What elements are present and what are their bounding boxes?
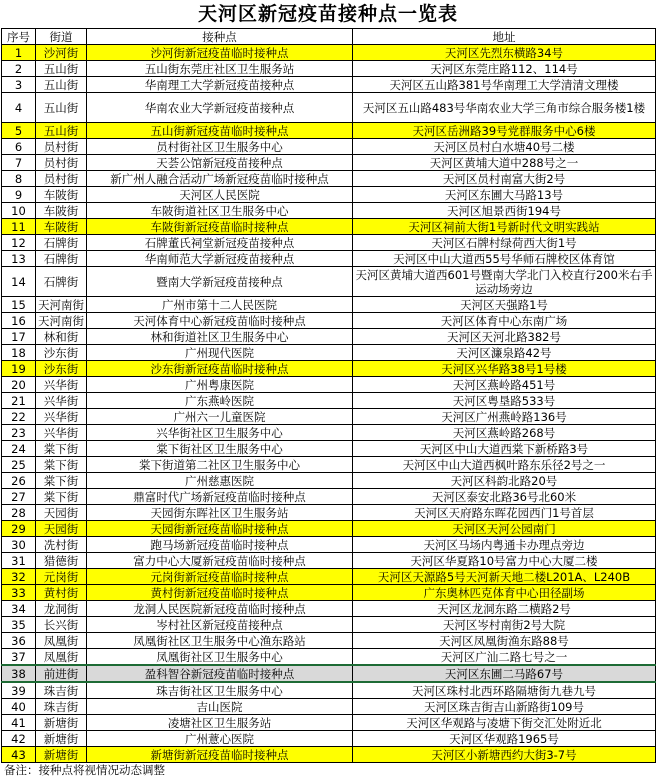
- cell-no[interactable]: 38: [2, 665, 36, 682]
- cell-site[interactable]: 龙洞人民医院新冠疫苗临时接种点: [87, 601, 353, 617]
- cell-street[interactable]: 天园街: [36, 505, 87, 521]
- cell-address[interactable]: 天河区珠吉街吉山新路街109号: [353, 699, 656, 715]
- cell-site[interactable]: 岑村社区新冠疫苗接种点: [87, 617, 353, 633]
- cell-no[interactable]: 42: [2, 731, 36, 747]
- cell-address[interactable]: 广东奥林匹克体育中心田径副场: [353, 585, 656, 601]
- cell-street[interactable]: 沙河街: [36, 45, 87, 61]
- cell-address[interactable]: 天河区燕岭路268号: [353, 425, 656, 441]
- cell-site[interactable]: 兴华街社区卫生服务中心: [87, 425, 353, 441]
- cell-address[interactable]: 天河区兴华路38号1号楼: [353, 361, 656, 377]
- table-row: [2, 235, 656, 251]
- cell-no[interactable]: 6: [2, 139, 36, 155]
- cell-no[interactable]: 20: [2, 377, 36, 393]
- cell-street[interactable]: 天园街: [36, 521, 87, 537]
- cell-street[interactable]: 天河南街: [36, 297, 87, 313]
- cell-street[interactable]: 龙洞街: [36, 601, 87, 617]
- table-row: [2, 715, 656, 731]
- cell-site[interactable]: 凤凰街社区卫生服务中心: [87, 649, 353, 666]
- cell-no[interactable]: 39: [2, 682, 36, 699]
- cell-street[interactable]: 棠下街: [36, 457, 87, 473]
- cell-no[interactable]: 22: [2, 409, 36, 425]
- cell-street[interactable]: 冼村街: [36, 537, 87, 553]
- cell-no[interactable]: 35: [2, 617, 36, 633]
- cell-no[interactable]: 9: [2, 187, 36, 203]
- table-row: [2, 425, 656, 441]
- cell-street[interactable]: 车陂街: [36, 203, 87, 219]
- cell-site[interactable]: 凤凰街社区卫生服务中心渔东路站: [87, 633, 353, 649]
- cell-site[interactable]: 车陂街新冠疫苗临时接种点: [87, 219, 353, 235]
- header-address[interactable]: 地址: [353, 29, 656, 45]
- cell-site[interactable]: 天荟公馆新冠疫苗接种点: [87, 155, 353, 171]
- table-row: [2, 377, 656, 393]
- cell-address[interactable]: 天河区黄埔大道西601号暨南大学北门入校直行200米右手运动场旁边: [353, 267, 656, 297]
- cell-street[interactable]: 员村街: [36, 171, 87, 187]
- cell-site[interactable]: 盈科智谷新冠疫苗临时接种点: [87, 665, 353, 682]
- table-row: [2, 77, 656, 93]
- table-row: [2, 457, 656, 473]
- cell-street[interactable]: 长兴街: [36, 617, 87, 633]
- cell-no[interactable]: 26: [2, 473, 36, 489]
- cell-address[interactable]: 天河区岳洲路39号党群服务中心6楼: [353, 123, 656, 139]
- cell-site[interactable]: 广州粤康医院: [87, 377, 353, 393]
- cell-no[interactable]: 16: [2, 313, 36, 329]
- cell-street[interactable]: 五山街: [36, 93, 87, 123]
- cell-site[interactable]: 天河区人民医院: [87, 187, 353, 203]
- cell-site[interactable]: 华南师范大学新冠疫苗接种点: [87, 251, 353, 267]
- cell-no[interactable]: 2: [2, 61, 36, 77]
- cell-no[interactable]: 14: [2, 267, 36, 297]
- cell-address[interactable]: 天河区岑村南街2号大院: [353, 617, 656, 633]
- table-row: [2, 633, 656, 649]
- table-row: [2, 345, 656, 361]
- cell-no[interactable]: 21: [2, 393, 36, 409]
- table-row: [2, 171, 656, 187]
- cell-site[interactable]: 天园街新冠疫苗临时接种点: [87, 521, 353, 537]
- cell-site[interactable]: 跑马场新冠疫苗临时接种点: [87, 537, 353, 553]
- cell-street[interactable]: 黄村街: [36, 585, 87, 601]
- cell-site[interactable]: 沙河街新冠疫苗临时接种点: [87, 45, 353, 61]
- cell-address[interactable]: 天河区粤垦路533号: [353, 393, 656, 409]
- cell-street[interactable]: 凤凰街: [36, 633, 87, 649]
- cell-site[interactable]: 棠下街道第二社区卫生服务中心: [87, 457, 353, 473]
- table-row: [2, 699, 656, 715]
- cell-street[interactable]: 石牌街: [36, 251, 87, 267]
- cell-street[interactable]: 前进街: [36, 665, 87, 682]
- cell-street[interactable]: 珠吉街: [36, 682, 87, 699]
- cell-street[interactable]: 兴华街: [36, 425, 87, 441]
- cell-address[interactable]: 天河区天源路5号天河新天地二楼L201A、L240B: [353, 569, 656, 585]
- cell-site[interactable]: 华南理工大学新冠疫苗接种点: [87, 77, 353, 93]
- header-no[interactable]: 序号: [2, 29, 36, 45]
- cell-site[interactable]: 富力中心大厦新冠疫苗临时接种点: [87, 553, 353, 569]
- table-row: [2, 361, 656, 377]
- cell-no[interactable]: 32: [2, 569, 36, 585]
- cell-address[interactable]: 天河区华观路1965号: [353, 731, 656, 747]
- cell-no[interactable]: 41: [2, 715, 36, 731]
- cell-site[interactable]: 广州慈惠医院: [87, 473, 353, 489]
- cell-site[interactable]: 元岗街新冠疫苗临时接种点: [87, 569, 353, 585]
- cell-no[interactable]: 28: [2, 505, 36, 521]
- cell-street[interactable]: 棠下街: [36, 489, 87, 505]
- cell-address[interactable]: 天河区五山路381号华南理工大学清清文理楼: [353, 77, 656, 93]
- table-body: [2, 45, 656, 763]
- cell-street[interactable]: 五山街: [36, 123, 87, 139]
- cell-street[interactable]: 棠下街: [36, 473, 87, 489]
- table-row: [2, 553, 656, 569]
- cell-street[interactable]: 石牌街: [36, 267, 87, 297]
- cell-street[interactable]: 车陂街: [36, 187, 87, 203]
- table-row: [2, 329, 656, 345]
- cell-address[interactable]: 天河区马场内粤通卡办理点旁边: [353, 537, 656, 553]
- table-row: [2, 473, 656, 489]
- cell-street[interactable]: 珠吉街: [36, 699, 87, 715]
- cell-site[interactable]: 华南农业大学新冠疫苗接种点: [87, 93, 353, 123]
- cell-address[interactable]: 天河区广汕二路七号之一: [353, 649, 656, 666]
- cell-site[interactable]: 鼎富时代广场新冠疫苗临时接种点: [87, 489, 353, 505]
- table-row: [2, 569, 656, 585]
- cell-street[interactable]: 车陂街: [36, 219, 87, 235]
- table-row: [2, 505, 656, 521]
- cell-address[interactable]: 天河区华夏路10号富力中心大厦二楼: [353, 553, 656, 569]
- cell-address[interactable]: 天河区珠村北西环路隔塘街九巷九号: [353, 682, 656, 699]
- cell-address[interactable]: 天河区天府路东晖花园西门1号首层: [353, 505, 656, 521]
- table-row: [2, 187, 656, 203]
- cell-address[interactable]: 天河区石牌村绿荷西大街1号: [353, 235, 656, 251]
- cell-site[interactable]: 广州六一儿童医院: [87, 409, 353, 425]
- cell-street[interactable]: 石牌街: [36, 235, 87, 251]
- cell-no[interactable]: 3: [2, 77, 36, 93]
- cell-address[interactable]: 天河区天河公园南门: [353, 521, 656, 537]
- cell-site[interactable]: 林和街道社区卫生服务中心: [87, 329, 353, 345]
- cell-no[interactable]: 11: [2, 219, 36, 235]
- table-row: [2, 297, 656, 313]
- cell-address[interactable]: 天河区旭景西街194号: [353, 203, 656, 219]
- cell-address[interactable]: 天河区燕岭路451号: [353, 377, 656, 393]
- cell-site[interactable]: 吉山医院: [87, 699, 353, 715]
- cell-street[interactable]: 兴华街: [36, 377, 87, 393]
- table-row: [2, 489, 656, 505]
- cell-street[interactable]: 棠下街: [36, 441, 87, 457]
- table-row: [2, 203, 656, 219]
- cell-address[interactable]: 天河区东圃二马路67号: [353, 665, 656, 682]
- cell-no[interactable]: 5: [2, 123, 36, 139]
- table-row: [2, 139, 656, 155]
- table-row: [2, 601, 656, 617]
- table-row: [2, 409, 656, 425]
- cell-site[interactable]: 天园街东晖社区卫生服务站: [87, 505, 353, 521]
- cell-street[interactable]: 沙东街: [36, 361, 87, 377]
- cell-no[interactable]: 36: [2, 633, 36, 649]
- cell-no[interactable]: 7: [2, 155, 36, 171]
- cell-address[interactable]: 天河区中山大道西棠下新桥路3号: [353, 441, 656, 457]
- cell-site[interactable]: 五山街东莞庄社区卫生服务站: [87, 61, 353, 77]
- table-row: [2, 267, 656, 297]
- cell-no[interactable]: 18: [2, 345, 36, 361]
- cell-street[interactable]: 五山街: [36, 77, 87, 93]
- table-row: [2, 585, 656, 601]
- cell-address[interactable]: 天河区先烈东横路34号: [353, 45, 656, 61]
- cell-street[interactable]: 兴华街: [36, 393, 87, 409]
- cell-site[interactable]: 员村街社区卫生服务中心: [87, 139, 353, 155]
- cell-no[interactable]: 30: [2, 537, 36, 553]
- cell-no[interactable]: 33: [2, 585, 36, 601]
- cell-site[interactable]: 珠吉街社区卫生服务中心: [87, 682, 353, 699]
- cell-address[interactable]: 天河区泰安北路36号北60米: [353, 489, 656, 505]
- table-row: [2, 521, 656, 537]
- cell-street[interactable]: 五山街: [36, 61, 87, 77]
- cell-no[interactable]: 8: [2, 171, 36, 187]
- cell-address[interactable]: 天河区科韵北路20号: [353, 473, 656, 489]
- cell-site[interactable]: 天河体育中心新冠疫苗临时接种点: [87, 313, 353, 329]
- cell-no[interactable]: 27: [2, 489, 36, 505]
- cell-site[interactable]: 新塘街新冠疫苗临时接种点: [87, 747, 353, 763]
- cell-address[interactable]: 天河区东圃大马路13号: [353, 187, 656, 203]
- cell-street[interactable]: 新塘街: [36, 747, 87, 763]
- table-row: [2, 61, 656, 77]
- cell-address[interactable]: 天河区中山大道西枫叶路东乐径2号之一: [353, 457, 656, 473]
- cell-no[interactable]: 13: [2, 251, 36, 267]
- cell-address[interactable]: 天河区黄埔大道中288号之一: [353, 155, 656, 171]
- table-row: [2, 747, 656, 763]
- cell-street[interactable]: 沙东街: [36, 345, 87, 361]
- cell-address[interactable]: 天河区小新塘西约大街3-7号: [353, 747, 656, 763]
- cell-street[interactable]: 新塘街: [36, 731, 87, 747]
- cell-no[interactable]: 37: [2, 649, 36, 666]
- cell-no[interactable]: 23: [2, 425, 36, 441]
- header-site[interactable]: 接种点: [87, 29, 353, 45]
- cell-site[interactable]: 车陂街道社区卫生服务中心: [87, 203, 353, 219]
- cell-street[interactable]: 猎德街: [36, 553, 87, 569]
- cell-street[interactable]: 凤凰街: [36, 649, 87, 666]
- cell-street[interactable]: 林和街: [36, 329, 87, 345]
- table-row: [2, 731, 656, 747]
- cell-no[interactable]: 15: [2, 297, 36, 313]
- cell-address[interactable]: 天河区濂泉路42号: [353, 345, 656, 361]
- cell-address[interactable]: 天河区五山路483号华南农业大学三角市综合服务楼1楼: [353, 93, 656, 123]
- table-row: [2, 393, 656, 409]
- cell-site[interactable]: 新广州人融合活动广场新冠疫苗临时接种点: [87, 171, 353, 187]
- table-row: [2, 251, 656, 267]
- table-row: [2, 441, 656, 457]
- cell-site[interactable]: 广州市第十二人民医院: [87, 297, 353, 313]
- cell-no[interactable]: 24: [2, 441, 36, 457]
- cell-address[interactable]: 天河区华观路与凌塘下街交汇处附近北: [353, 715, 656, 731]
- cell-no[interactable]: 43: [2, 747, 36, 763]
- cell-address[interactable]: 天河区中山大道西55号华师石牌校区体育馆: [353, 251, 656, 267]
- table-row: [2, 537, 656, 553]
- cell-address[interactable]: 天河区天河北路382号: [353, 329, 656, 345]
- sheet-title: 天河区新冠疫苗接种点一览表: [197, 3, 458, 25]
- cell-site[interactable]: 五山街新冠疫苗临时接种点: [87, 123, 353, 139]
- table-row: [2, 155, 656, 171]
- cell-street[interactable]: 员村街: [36, 155, 87, 171]
- table-row: [2, 219, 656, 235]
- cell-address[interactable]: 天河区员村南富大街2号: [353, 171, 656, 187]
- footnote: 备注：接种点将视情况动态调整: [4, 763, 165, 777]
- cell-address[interactable]: 天河区广州燕岭路136号: [353, 409, 656, 425]
- cell-no[interactable]: 1: [2, 45, 36, 61]
- cell-site[interactable]: 暨南大学新冠疫苗接种点: [87, 267, 353, 297]
- table-row: [2, 93, 656, 123]
- cell-address[interactable]: 天河区凤凰街渔东路88号: [353, 633, 656, 649]
- cell-no[interactable]: 31: [2, 553, 36, 569]
- cell-site[interactable]: 棠下街社区卫生服务中心: [87, 441, 353, 457]
- cell-no[interactable]: 4: [2, 93, 36, 123]
- cell-address[interactable]: 天河区天强路1号: [353, 297, 656, 313]
- cell-street[interactable]: 员村街: [36, 139, 87, 155]
- table-row: [2, 649, 656, 666]
- cell-address[interactable]: 天河区员村白水塘40号二楼: [353, 139, 656, 155]
- cell-no[interactable]: 19: [2, 361, 36, 377]
- cell-street[interactable]: 兴华街: [36, 409, 87, 425]
- cell-site[interactable]: 广东燕岭医院: [87, 393, 353, 409]
- cell-no[interactable]: 17: [2, 329, 36, 345]
- cell-address[interactable]: 天河区龙洞东路二横路2号: [353, 601, 656, 617]
- cell-no[interactable]: 40: [2, 699, 36, 715]
- cell-address[interactable]: 天河区祠前大街1号新时代文明实践站: [353, 219, 656, 235]
- cell-no[interactable]: 29: [2, 521, 36, 537]
- cell-site[interactable]: 石牌董氏祠堂新冠疫苗接种点: [87, 235, 353, 251]
- table-row: [2, 617, 656, 633]
- cell-no[interactable]: 10: [2, 203, 36, 219]
- table-row: [2, 123, 656, 139]
- cell-site[interactable]: 凌塘社区卫生服务站: [87, 715, 353, 731]
- table-row: [2, 682, 656, 699]
- cell-no[interactable]: 25: [2, 457, 36, 473]
- header-row: [2, 29, 656, 45]
- cell-no[interactable]: 34: [2, 601, 36, 617]
- table-row: [2, 45, 656, 61]
- table-row: [2, 313, 656, 329]
- header-street[interactable]: 街道: [36, 29, 87, 45]
- cell-street[interactable]: 天河南街: [36, 313, 87, 329]
- cell-site[interactable]: 广州现代医院: [87, 345, 353, 361]
- table-row: [2, 665, 656, 682]
- vaccination-sites-table: [1, 28, 656, 763]
- cell-address[interactable]: 天河区东莞庄路112、114号: [353, 61, 656, 77]
- cell-address[interactable]: 天河区体育中心东南广场: [353, 313, 656, 329]
- cell-street[interactable]: 新塘街: [36, 715, 87, 731]
- cell-site[interactable]: 黄村街新冠疫苗临时接种点: [87, 585, 353, 601]
- cell-street[interactable]: 元岗街: [36, 569, 87, 585]
- cell-site[interactable]: 沙东街新冠疫苗临时接种点: [87, 361, 353, 377]
- cell-site[interactable]: 广州薏心医院: [87, 731, 353, 747]
- cell-no[interactable]: 12: [2, 235, 36, 251]
